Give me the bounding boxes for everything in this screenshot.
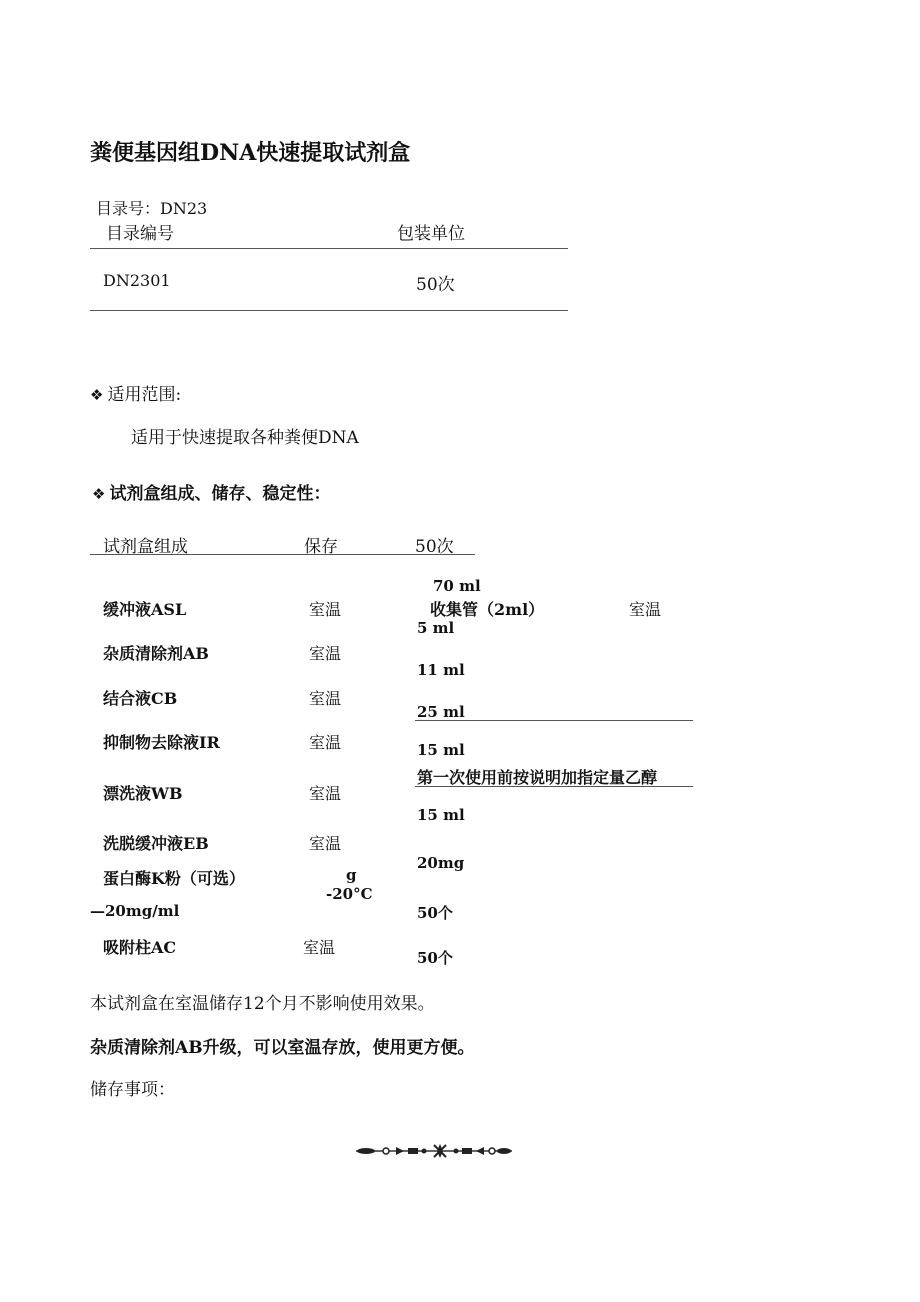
upgrade-statement: 杂质清除剂AB升级，可以室温存放，使用更方便。 <box>90 1038 475 1058</box>
amount-value: 20mg <box>417 854 465 872</box>
amount-value: 11 ml <box>417 661 465 679</box>
four-diamond-icon: ❖ <box>92 485 106 503</box>
catalog-bottom-rule <box>90 310 568 311</box>
note-rule <box>415 786 693 787</box>
component-extra: —20mg/ml <box>90 902 180 920</box>
catalog-col-unit: 包装单位 <box>397 224 465 244</box>
storage-value: 室温 <box>309 733 342 752</box>
amount-value: 5 ml <box>417 619 455 637</box>
storage-value: g <box>346 866 357 884</box>
composition-col-amount: 50次 <box>415 537 454 557</box>
amount-value: 15 ml <box>417 741 465 759</box>
catalog-header-rule <box>90 248 568 249</box>
amount-value: 15 ml <box>417 806 465 824</box>
composition-col-component: 试剂盒组成 <box>103 537 188 557</box>
storage-value: 室温 <box>309 834 342 853</box>
composition-heading <box>92 479 330 504</box>
catalog-col-code: 目录编号 <box>106 224 174 244</box>
collection-tube-name: 收集管（2ml） <box>430 600 545 619</box>
component-name: 结合液CB <box>103 689 178 708</box>
catalog-row-code: DN2301 <box>103 271 171 290</box>
composition-heading-text: 试剂盒组成、储存、稳定性： <box>109 484 331 504</box>
component-name: 蛋白酶K粉（可选） <box>103 869 245 888</box>
storage-value: -20°C <box>326 885 373 903</box>
page-title: 粪便基因组DNA快速提取试剂盒 <box>90 140 411 166</box>
composition-header-rule <box>90 554 475 555</box>
storage-statement: 本试剂盒在室温储存12个月不影响使用效果。 <box>90 994 435 1014</box>
storage-value: 室温 <box>309 600 342 619</box>
storage-value: 室温 <box>309 689 342 708</box>
catalog-row-unit: 50次 <box>416 275 455 295</box>
component-name: 抑制物去除液IR <box>103 733 220 752</box>
collection-tube-storage: 室温 <box>629 600 662 619</box>
amount-value: 25 ml <box>417 703 465 721</box>
amount-value: 70 ml <box>433 577 481 595</box>
component-name: 缓冲液ASL <box>103 600 187 619</box>
scope-text: 适用于快速提取各种粪便DNA <box>131 428 359 448</box>
component-name: 洗脱缓冲液EB <box>103 834 209 853</box>
four-diamond-icon: ❖ <box>90 386 104 404</box>
composition-col-storage: 保存 <box>304 537 338 557</box>
storage-value: 室温 <box>309 644 342 663</box>
amount-value: 50个 <box>417 904 453 922</box>
storage-value: 室温 <box>303 938 336 957</box>
component-name: 杂质清除剂AB <box>103 644 209 663</box>
scope-heading <box>90 380 181 405</box>
ethanol-note: 第一次使用前按说明加指定量乙醇 <box>417 768 658 787</box>
component-name: 漂洗液WB <box>103 784 183 803</box>
storage-notes-label: 储存事项： <box>90 1080 175 1100</box>
scope-heading-text: 适用范围: <box>107 385 182 405</box>
component-name: 吸附柱AC <box>103 938 177 957</box>
storage-value: 室温 <box>309 784 342 803</box>
amount-rule <box>415 720 693 721</box>
catalog-number: 目录号：DN23 <box>96 199 208 218</box>
amount-value: 50个 <box>417 949 453 967</box>
decorative-divider-icon <box>356 1142 512 1160</box>
